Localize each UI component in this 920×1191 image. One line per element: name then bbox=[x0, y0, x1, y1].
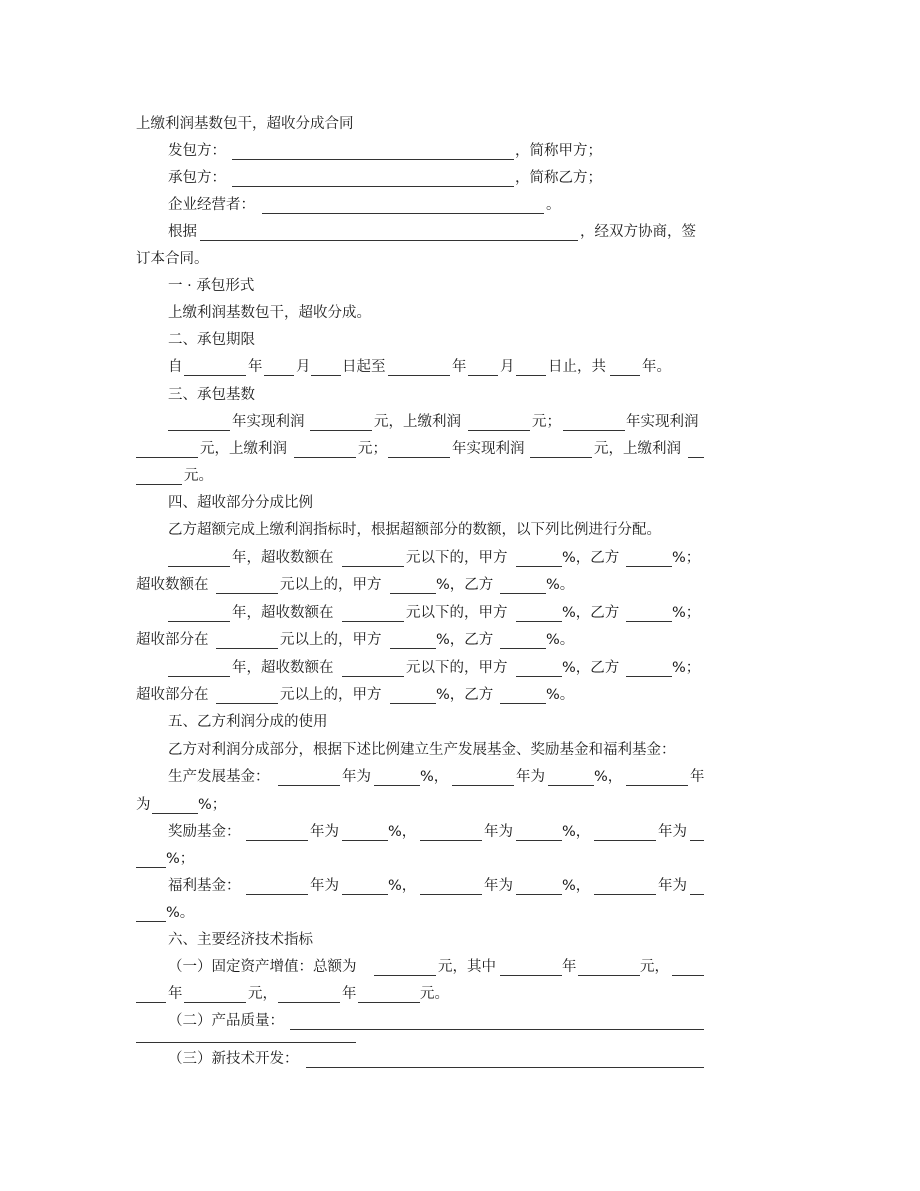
s2-heading-line bbox=[0, 331, 920, 357]
ratio-text: 元以下的，甲方 bbox=[406, 660, 508, 676]
fixed-assets-line-2 bbox=[0, 985, 920, 1011]
party-a-pct-blank[interactable] bbox=[516, 676, 562, 677]
ratio-text: %，乙方 bbox=[436, 687, 494, 703]
ratio-text: %，乙方 bbox=[562, 605, 620, 621]
dev-fund-label: 生产发展基金： bbox=[168, 769, 270, 785]
reward-fund-line-2 bbox=[0, 850, 920, 876]
ratio-text: 元以上的，甲方 bbox=[280, 577, 382, 593]
party-b-pct-blank[interactable] bbox=[626, 676, 672, 677]
manager-suffix: 。 bbox=[546, 197, 561, 213]
ratio-text: %，乙方 bbox=[562, 660, 620, 676]
base-profit-blank[interactable] bbox=[310, 430, 372, 431]
party-b-pct-blank[interactable] bbox=[626, 621, 672, 622]
fund-year-blank[interactable] bbox=[626, 785, 688, 786]
fund-pct-blank[interactable] bbox=[152, 813, 198, 814]
fund-text: %； bbox=[198, 797, 227, 813]
ratio-year-blank[interactable] bbox=[168, 566, 230, 567]
contractor-line bbox=[0, 169, 920, 195]
base-line-2 bbox=[0, 440, 920, 466]
party-a-pct-blank[interactable] bbox=[390, 648, 436, 649]
fixed-text: 元， bbox=[640, 959, 669, 975]
section-1-heading: 一 · 承包形式 bbox=[168, 278, 255, 294]
fixed-total-blank[interactable] bbox=[374, 975, 436, 976]
fund-pct-blank-start[interactable] bbox=[690, 840, 704, 841]
ratio-text: %。 bbox=[546, 632, 575, 648]
fund-text: 年 bbox=[690, 769, 705, 785]
ratio-text: 年，超收数额在 bbox=[232, 660, 334, 676]
fund-year-blank[interactable] bbox=[452, 785, 514, 786]
term-start-year-blank[interactable] bbox=[184, 375, 246, 376]
s4-intro-line bbox=[0, 521, 920, 547]
fixed-assets-label: （一）固定资产增值：总额为 bbox=[168, 959, 357, 975]
fund-pct-blank[interactable] bbox=[548, 785, 594, 786]
party-b-pct-blank[interactable] bbox=[500, 703, 546, 704]
s4-heading-line bbox=[0, 494, 920, 520]
fixed-year-blank[interactable] bbox=[278, 1002, 340, 1003]
quality-label: （二）产品质量： bbox=[168, 1013, 284, 1029]
ratio-row-a-2 bbox=[0, 604, 920, 630]
welfare-fund-line bbox=[0, 877, 920, 903]
basis-suffix: ，经双方协商，签 bbox=[580, 224, 696, 240]
fixed-amount-blank[interactable] bbox=[578, 975, 640, 976]
tech-blank[interactable] bbox=[306, 1067, 704, 1068]
s5-heading-line bbox=[0, 713, 920, 739]
section-5-heading: 五、乙方利润分成的使用 bbox=[168, 714, 328, 730]
party-b-pct-blank[interactable] bbox=[626, 566, 672, 567]
issuer-label: 发包方： bbox=[168, 143, 226, 159]
term-line bbox=[0, 358, 920, 384]
term-start-day-blank[interactable] bbox=[311, 375, 341, 376]
base-pay-blank-start[interactable] bbox=[688, 457, 704, 458]
term-year-2: 年 bbox=[452, 359, 467, 375]
fund-text: 年为 bbox=[310, 824, 339, 840]
dev-fund-line-2 bbox=[0, 796, 920, 822]
term-start-month-blank[interactable] bbox=[264, 375, 294, 376]
ratio-text: %。 bbox=[546, 687, 575, 703]
basis-label: 根据 bbox=[168, 224, 197, 240]
base-text: 元； bbox=[532, 414, 561, 430]
fixed-amount-blank[interactable] bbox=[358, 1002, 420, 1003]
tech-label: （三）新技术开发： bbox=[168, 1051, 299, 1067]
party-b-pct-blank[interactable] bbox=[500, 593, 546, 594]
dev-fund-line bbox=[0, 768, 920, 794]
ratio-row-a-1 bbox=[0, 549, 920, 575]
fund-pct-blank-start[interactable] bbox=[690, 894, 704, 895]
ratio-text: 元以下的，甲方 bbox=[406, 550, 508, 566]
fixed-text: 年 bbox=[168, 986, 183, 1002]
ratio-text: %，乙方 bbox=[436, 577, 494, 593]
base-year-blank[interactable] bbox=[563, 430, 625, 431]
ratio-row-b-3 bbox=[0, 686, 920, 712]
term-total: 日止，共 bbox=[548, 359, 606, 375]
ratio-text: %，乙方 bbox=[436, 632, 494, 648]
s5-intro-line bbox=[0, 741, 920, 767]
term-end-year-blank[interactable] bbox=[388, 375, 450, 376]
fund-text: 年为 bbox=[484, 824, 513, 840]
party-a-pct-blank[interactable] bbox=[516, 566, 562, 567]
fixed-year-blank[interactable] bbox=[500, 975, 562, 976]
ratio-text: %； bbox=[672, 605, 701, 621]
ratio-year-blank[interactable] bbox=[168, 676, 230, 677]
base-line-3 bbox=[0, 467, 920, 493]
fund-year-blank[interactable] bbox=[594, 840, 656, 841]
ratio-amount-blank[interactable] bbox=[342, 566, 404, 567]
fund-text: %； bbox=[166, 851, 195, 867]
fund-text: %， bbox=[594, 769, 623, 785]
reward-fund-line bbox=[0, 823, 920, 849]
ratio-text: 元以上的，甲方 bbox=[280, 687, 382, 703]
s3-heading-line bbox=[0, 386, 920, 412]
manager-line bbox=[0, 196, 920, 222]
reward-fund-label: 奖励基金： bbox=[168, 824, 241, 840]
manager-label: 企业经营者： bbox=[168, 197, 255, 213]
base-text: 元，上缴利润 bbox=[200, 441, 287, 457]
ratio-text: %； bbox=[672, 550, 701, 566]
fund-text: %， bbox=[388, 878, 417, 894]
fund-pct-blank-end[interactable] bbox=[136, 867, 166, 868]
ratio-row-b-2 bbox=[0, 631, 920, 657]
base-text: 年实现利润 bbox=[626, 414, 699, 430]
fund-year-blank[interactable] bbox=[246, 840, 308, 841]
base-year-blank[interactable] bbox=[168, 430, 230, 431]
fixed-text: 元。 bbox=[420, 986, 449, 1002]
basis-line bbox=[0, 223, 920, 249]
fixed-text: 元， bbox=[248, 986, 277, 1002]
base-text: 年实现利润 bbox=[452, 441, 525, 457]
party-a-pct-blank[interactable] bbox=[390, 703, 436, 704]
ratio-amount-blank[interactable] bbox=[342, 676, 404, 677]
fund-text: %， bbox=[388, 824, 417, 840]
fund-year-blank[interactable] bbox=[278, 785, 340, 786]
ratio-year-blank[interactable] bbox=[168, 621, 230, 622]
basis-cont: 订本合同。 bbox=[136, 251, 209, 267]
term-end-day-blank[interactable] bbox=[516, 375, 546, 376]
ratio-amount-blank[interactable] bbox=[216, 593, 278, 594]
basis-blank[interactable] bbox=[200, 240, 578, 241]
ratio-text: %。 bbox=[546, 577, 575, 593]
contractor-blank[interactable] bbox=[232, 186, 514, 187]
ratio-amount-blank[interactable] bbox=[216, 648, 278, 649]
fund-text: 年为 bbox=[342, 769, 371, 785]
fund-text: 年为 bbox=[484, 878, 513, 894]
base-line-1 bbox=[0, 413, 920, 439]
quality-line-2 bbox=[0, 1025, 920, 1051]
term-years-blank[interactable] bbox=[610, 375, 640, 376]
fund-pct-blank[interactable] bbox=[342, 894, 388, 895]
fund-year-blank[interactable] bbox=[420, 894, 482, 895]
manager-blank[interactable] bbox=[262, 213, 544, 214]
ratio-text: 超收部分在 bbox=[136, 632, 209, 648]
party-b-pct-blank[interactable] bbox=[500, 648, 546, 649]
contractor-label: 承包方： bbox=[168, 170, 226, 186]
base-profit-blank[interactable] bbox=[136, 457, 198, 458]
fixed-year-blank-end[interactable] bbox=[136, 1002, 166, 1003]
ratio-text: %； bbox=[672, 660, 701, 676]
fund-text: %， bbox=[420, 769, 449, 785]
base-text: 元，上缴利润 bbox=[594, 441, 681, 457]
ratio-text: 超收部分在 bbox=[136, 687, 209, 703]
ratio-text: 年，超收数额在 bbox=[232, 605, 334, 621]
base-text: 元。 bbox=[184, 468, 213, 484]
fund-year-blank[interactable] bbox=[594, 894, 656, 895]
term-month: 月 bbox=[296, 359, 311, 375]
issuer-blank[interactable] bbox=[232, 159, 514, 160]
fixed-year-blank-start[interactable] bbox=[672, 975, 704, 976]
section-6-heading: 六、主要经济技术指标 bbox=[168, 932, 313, 948]
fixed-amount-blank[interactable] bbox=[184, 1002, 246, 1003]
term-month-2: 月 bbox=[500, 359, 515, 375]
ratio-text: 元以上的，甲方 bbox=[280, 632, 382, 648]
issuer-suffix: ，简称甲方； bbox=[515, 143, 602, 159]
ratio-text: %，乙方 bbox=[562, 550, 620, 566]
fund-text: %。 bbox=[166, 905, 195, 921]
s6-heading-line bbox=[0, 931, 920, 957]
fixed-text: 年 bbox=[342, 986, 357, 1002]
section-5-intro: 乙方对利润分成部分，根据下述比例建立生产发展基金、奖励基金和福利基金： bbox=[168, 742, 676, 758]
fund-year-blank[interactable] bbox=[246, 894, 308, 895]
basis-cont-line bbox=[0, 250, 920, 276]
fund-year-blank[interactable] bbox=[420, 840, 482, 841]
contractor-suffix: ，简称乙方； bbox=[515, 170, 602, 186]
welfare-fund-line-2 bbox=[0, 904, 920, 930]
base-text: 元； bbox=[358, 441, 387, 457]
section-1-text: 上缴利润基数包干，超收分成。 bbox=[168, 305, 371, 321]
base-year-blank[interactable] bbox=[388, 457, 450, 458]
tech-line bbox=[0, 1050, 920, 1076]
term-years-suffix: 年。 bbox=[642, 359, 671, 375]
term-end-month-blank[interactable] bbox=[468, 375, 498, 376]
term-from: 自 bbox=[168, 359, 183, 375]
base-pay-blank-end[interactable] bbox=[136, 484, 182, 485]
fund-text: 年为 bbox=[310, 878, 339, 894]
title-line bbox=[0, 115, 920, 141]
ratio-row-b-1 bbox=[0, 576, 920, 602]
s1-text-line bbox=[0, 304, 920, 330]
quality-blank-cont[interactable] bbox=[136, 1042, 356, 1043]
fund-pct-blank-end[interactable] bbox=[136, 921, 166, 922]
ratio-text: 年，超收数额在 bbox=[232, 550, 334, 566]
fund-pct-blank[interactable] bbox=[516, 840, 562, 841]
fund-pct-blank[interactable] bbox=[516, 894, 562, 895]
ratio-amount-blank[interactable] bbox=[216, 703, 278, 704]
welfare-fund-label: 福利基金： bbox=[168, 878, 241, 894]
ratio-row-a-3 bbox=[0, 659, 920, 685]
base-pay-blank[interactable] bbox=[294, 457, 356, 458]
fund-text: 年为 bbox=[658, 878, 687, 894]
term-year: 年 bbox=[248, 359, 263, 375]
fixed-text: 元，其中 bbox=[438, 959, 496, 975]
fixed-text: 年 bbox=[562, 959, 577, 975]
fixed-assets-line bbox=[0, 958, 920, 984]
fund-pct-blank[interactable] bbox=[374, 785, 420, 786]
section-3-heading: 三、承包基数 bbox=[168, 387, 255, 403]
ratio-text: 元以下的，甲方 bbox=[406, 605, 508, 621]
fund-pct-blank[interactable] bbox=[342, 840, 388, 841]
section-4-intro: 乙方超额完成上缴利润指标时，根据超额部分的数额，以下列比例进行分配。 bbox=[168, 522, 661, 538]
fund-text: %， bbox=[562, 824, 591, 840]
issuer-line bbox=[0, 142, 920, 168]
party-a-pct-blank[interactable] bbox=[390, 593, 436, 594]
base-text: 年实现利润 bbox=[232, 414, 305, 430]
term-until: 日起至 bbox=[342, 359, 386, 375]
base-pay-blank[interactable] bbox=[468, 430, 530, 431]
base-profit-blank[interactable] bbox=[530, 457, 592, 458]
s1-heading-line bbox=[0, 277, 920, 303]
ratio-text: 超收数额在 bbox=[136, 577, 209, 593]
party-a-pct-blank[interactable] bbox=[516, 621, 562, 622]
fund-text: 年为 bbox=[658, 824, 687, 840]
fund-text: 年为 bbox=[516, 769, 545, 785]
fund-text: 为 bbox=[136, 797, 151, 813]
section-4-heading: 四、超收部分分成比例 bbox=[168, 495, 313, 511]
section-2-heading: 二、承包期限 bbox=[168, 332, 255, 348]
ratio-amount-blank[interactable] bbox=[342, 621, 404, 622]
base-text: 元，上缴利润 bbox=[374, 414, 461, 430]
fund-text: %， bbox=[562, 878, 591, 894]
contract-title: 上缴利润基数包干，超收分成合同 bbox=[136, 116, 354, 132]
